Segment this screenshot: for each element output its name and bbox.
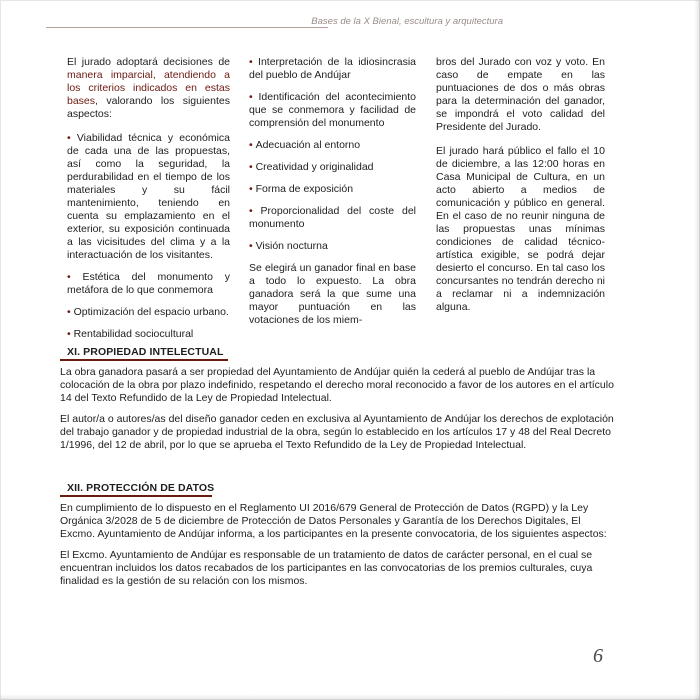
tie-break-paragraph: bros del Jurado con voz y voto. En caso de empate en las puntuaciones de dos o más obras para la determinación del ganador, se impondrá el voto calidad del Presidente del Jurado. (436, 56, 605, 133)
list-item: • Interpretación de la idiosincrasia del pueblo de Andújar (249, 56, 416, 82)
list-item: • Adecuación al entorno (249, 139, 416, 152)
criteria-list-2 (249, 56, 416, 253)
section-12-body (60, 502, 614, 596)
list-item: • Rentabilidad sociocultural (67, 328, 230, 341)
criteria-list-1 (67, 132, 230, 341)
column-3 (436, 56, 605, 325)
section-11-paragraph-1: La obra ganadora pasará a ser propiedad del Ayuntamiento de Andújar quién la cederá al pueblo de Andújar tras la colocación de la obra por plazo indefinido, respetando el derecho moral reconocido a favor de los autores en el artículo 14 del Texto Refundido de la Ley de Propiedad Intelectual. (60, 366, 614, 404)
list-item: • Visión nocturna (249, 240, 416, 253)
section-12-rule (60, 495, 212, 497)
section-11-paragraph-2: El autor/a o autores/as del diseño ganador ceden en exclusiva al Ayuntamiento de Andújar los derechos de explotación del trabajo ganador y de propiedad industrial de la obra, según lo establecido en los artículos 17 y 48 del Real Decreto 1/1996, del 12 de abril, por lo que se aprueba el Texto Refundido de la Ley de Propiedad Intelectual. (60, 413, 614, 451)
intro-highlight-text: manera imparcial, atendiendo a los criterios indicados en estas bases, (67, 69, 230, 107)
section-12-paragraph-1: En cumplimiento de lo dispuesto en el Reglamento UI 2016/679 General de Protección de Datos (RGPD) y la Ley Orgánica 3/2028 de 5 de diciembre de Protección de Datos Personales y Garantía de los Derechos Digitales, El Excmo. Ayuntamiento de Andújar informa, a los participantes en la presente convocatoria, de los siguientes aspectos: (60, 502, 607, 540)
section-11-rule (60, 359, 228, 361)
intro-text: El jurado adoptará decisiones de (67, 56, 230, 68)
column-2 (249, 56, 416, 338)
list-item: • Optimización del espacio urbano. (67, 306, 230, 319)
section-12-paragraph-2: El Excmo. Ayuntamiento de Andújar es responsable de un tratamiento de datos de carácter personal, en el cual se encuentran incluidos los datos recabados de los participantes en las convocatorias de los premios culturales, cuya finalidad es la gestión de su relación con los mismos. (60, 549, 593, 587)
running-header: Bases de la X Bienal, escultura y arquitectura (311, 16, 503, 27)
header-rule (46, 27, 328, 28)
list-item: • Creatividad y originalidad (249, 161, 416, 174)
list-item: • Estética del monumento y metáfora de lo que conmemora (67, 271, 230, 297)
list-item: • Forma de exposición (249, 183, 416, 196)
verdict-paragraph: El jurado hará público el fallo el 10 de diciembre, a las 12:00 horas en Casa Municipal de Cultura, en un acto abierto a medios de comunicación y público en general. En el caso de no reunir ninguna de las propuestas unas mínimas condiciones de calidad técnico-artística exigible, se podrá dejar desierto el concurso. En tal caso los concursantes no tendrán derecho ni a reclamar ni a indemnización alguna. (436, 145, 605, 313)
page-shadow-right (694, 0, 700, 700)
page-number: 6 (593, 645, 603, 667)
section-11-body (60, 366, 614, 460)
list-item: • Identificación del acontecimiento que se conmemora y facilidad de comprensión del monumento (249, 91, 416, 130)
jury-intro-paragraph (67, 56, 230, 121)
winner-selection-paragraph: Se elegirá un ganador final en base a todo lo expuesto. La obra ganadora será la que sume una mayor puntuación en las votaciones de los miem- (249, 262, 416, 326)
section-12-title: XII. PROTECCIÓN DE DATOS (67, 482, 215, 494)
page-shadow-bottom (0, 694, 700, 700)
list-item: • Viabilidad técnica y económica de cada una de las propuestas, así como la seguridad, la perdurabilidad en el tiempo de los materiales y su fácil mantenimiento, teniendo en cuenta su emplazamiento en el exterior, su exposición continuada a las vicisitudes del clima y a la interactuación de los visitantes. (67, 132, 230, 262)
list-item: • Proporcionalidad del coste del monumento (249, 205, 416, 231)
intro-end-text: valorando los siguientes aspectos: (67, 95, 230, 120)
column-1 (67, 56, 230, 350)
section-11-title: XI. PROPIEDAD INTELECTUAL (67, 346, 224, 358)
